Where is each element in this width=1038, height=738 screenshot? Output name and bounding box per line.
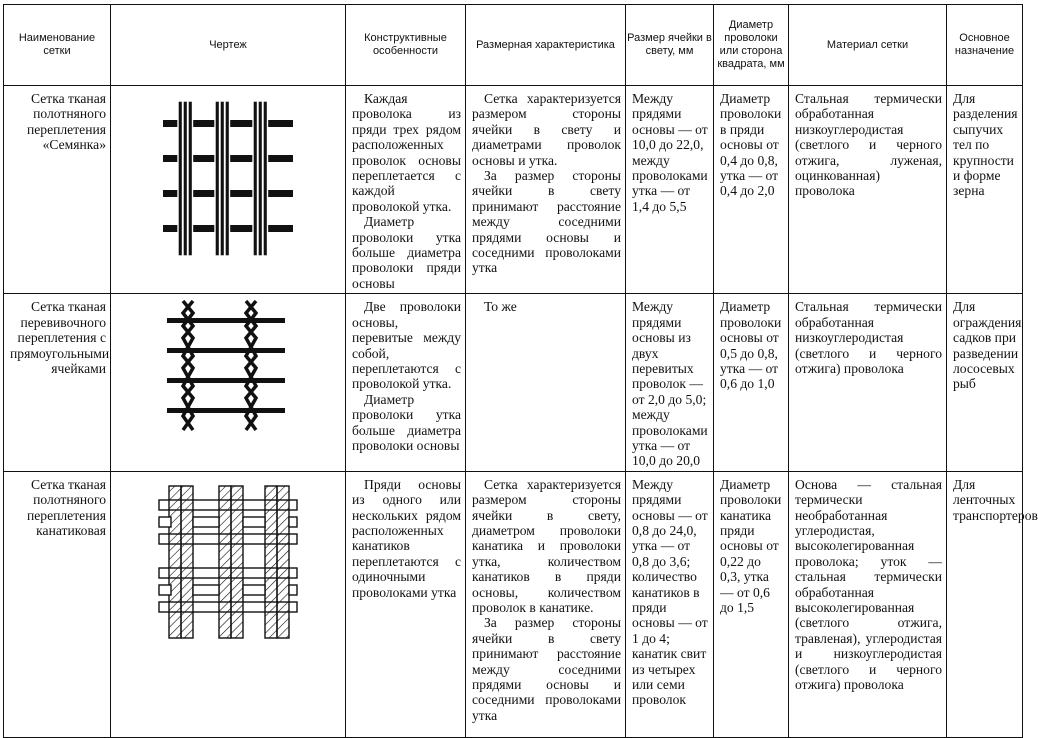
row3-diameter: Диаметр проволоки канатика пряди основы от 0,22 до 0,3, утка — от 0,6 до 1,5 bbox=[714, 471, 789, 737]
row3-purpose: Для ленточных транспортеров bbox=[947, 471, 1023, 737]
header-drawing: Чертеж bbox=[111, 5, 346, 86]
row2-size-char bbox=[466, 294, 626, 471]
row1-purpose: Для разделения сыпучих тел по крупности и форме зерна bbox=[947, 86, 1023, 294]
cable-weave-mesh-drawing bbox=[153, 482, 303, 642]
row3-name: Сетка тканая полотняного переплетения канатиковая bbox=[4, 471, 111, 737]
row2-diameter: Диаметр проволоки основы от 0,5 до 0,8, утка — от 0,6 до 1,0 bbox=[714, 294, 789, 471]
header-row bbox=[4, 5, 1023, 86]
row1-construct bbox=[346, 86, 466, 294]
size-char-text: То же bbox=[484, 299, 517, 315]
row1-cell: Между прядями основы — от 10,0 до 22,0, между проволоками утка — от 1,4 до 5,5 bbox=[626, 86, 714, 294]
construct-text: Каждая проволока из пряди трех рядом расположенных проволок основы переплетается с каждой проволокой утка. bbox=[352, 91, 461, 214]
row2-cell: Между прядями основы из двух перевитых проволок — от 2,0 до 5,0; между проволоками утка — от 10,0 до 20,0 bbox=[626, 294, 714, 471]
row2-construct bbox=[346, 294, 466, 471]
row1-material: Стальная термически обработанная низкоуглеродистая (светлого и черного отжига, луженая, оцинкованная) проволока bbox=[789, 86, 947, 294]
size-char-text: За размер стороны ячейки в свету принимают расстояние между соседними прядями основы и соседними проволоками утка bbox=[472, 615, 621, 723]
specs-table bbox=[3, 4, 1038, 738]
leno-weave-mesh-drawing bbox=[153, 298, 303, 433]
row3-construct bbox=[346, 471, 466, 737]
construct-text: Две проволоки основы, перевитые между собой, переплетаются с проволокой утка. bbox=[352, 299, 461, 392]
construct-text: Диаметр проволоки утка больше диаметра проволоки пряди основы bbox=[352, 214, 461, 291]
row2-purpose: Для ограждения садков при разведении лососевых рыб bbox=[947, 294, 1023, 471]
drawing-cell bbox=[111, 294, 346, 471]
table-row bbox=[4, 471, 1023, 737]
row3-material: Основа — стальная термически необработанная углеродистая, высоколегированная проволока; уток — стальная термически обработанная высоколегированная (светлого отжига, травленая), углеродистая и низкоуглеродистая (светлого и черного отжига) проволока bbox=[789, 471, 947, 737]
header-diameter: Диаметр проволоки или сторона квадрата, мм bbox=[714, 5, 789, 86]
table-row bbox=[4, 86, 1023, 294]
header-size-char: Размерная характеристика bbox=[466, 5, 626, 86]
row2-name: Сетка тканая перевивочного переплетения с прямоугольными ячейками bbox=[4, 294, 111, 471]
drawing-cell bbox=[111, 471, 346, 737]
construct-text: Пряди основы из одного или нескольких рядом расположенных канатиков переплетаются с одиночными проволоками утка bbox=[352, 476, 461, 600]
plain-weave-mesh-drawing bbox=[153, 98, 303, 263]
size-char-text: Сетка характеризуется размером стороны ячейки в свету и диаметрами проволок основы и утка. bbox=[472, 91, 621, 168]
header-cell: Размер ячейки в свету, мм bbox=[626, 5, 714, 86]
header-purpose: Основное назначение bbox=[947, 5, 1023, 86]
header-name: Наименование сетки bbox=[4, 5, 111, 86]
size-char-text: Сетка характеризуется размером стороны ячейки в свету, диаметром проволоки канатика и проволоки утка, количеством канатиков в пряди основы, количеством проволок в канатике. bbox=[472, 476, 621, 615]
table-row bbox=[4, 294, 1023, 471]
row1-name: Сетка тканая полотняного переплетения «Семянка» bbox=[4, 86, 111, 294]
row1-size-char bbox=[466, 86, 626, 294]
row3-cell: Между прядями основы — от 0,8 до 24,0, утка — от 0,8 до 3,6; количество канатиков в пряди основы — от 1 до 4; канатик свит из четырех или семи проволок bbox=[626, 471, 714, 737]
size-char-text: За размер стороны ячейки в свету принимают расстояние между соседними прядями основы и соседними проволоками утка bbox=[472, 168, 621, 276]
header-construct: Конструктивные особенности bbox=[346, 5, 466, 86]
row3-size-char bbox=[466, 471, 626, 737]
construct-text: Диаметр проволоки утка больше диаметра проволоки основы bbox=[352, 391, 461, 453]
row2-material: Стальная термически обработанная низкоуглеродистая (светлого и черного отжига) проволока bbox=[789, 294, 947, 471]
row1-diameter: Диаметр проволоки в пряди основы от 0,4 до 0,8, утка — от 0,4 до 2,0 bbox=[714, 86, 789, 294]
drawing-cell bbox=[111, 86, 346, 294]
header-material: Материал сетки bbox=[789, 5, 947, 86]
